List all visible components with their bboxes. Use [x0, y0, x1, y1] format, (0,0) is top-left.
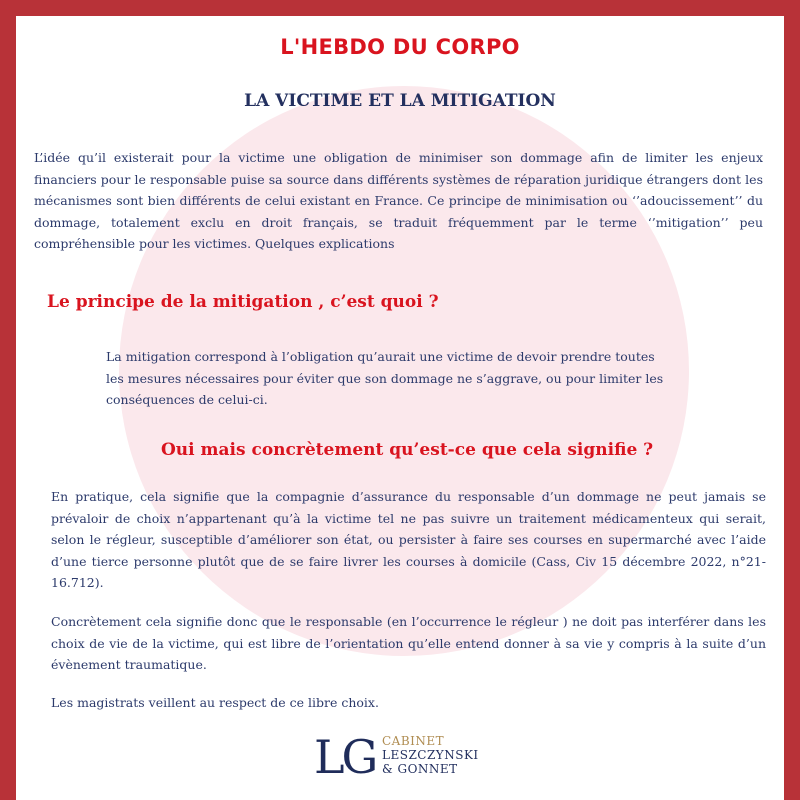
cabinet-logo: [314, 730, 504, 788]
logo-monogram: LG: [314, 730, 376, 784]
intro-paragraph: L’idée qu’il existerait pour la victime une obligation de minimiser son dommage afin de limiter les enjeux financiers pour le responsable puise sa source dans différents systèmes de réparation juridique étrangers dont les mécanismes sont bien différents de celui existant en France. Ce principe de minimisation ou ‘’adoucissement’’ du dommage, totalement exclu en droit français, se traduit fréquemment par le terme ‘’mitigation’’ peu compréhensible pour les victimes. Quelques explications: [34, 150, 763, 251]
concrete-paragraph-2: Concrètement cela signifie donc que le responsable (en l’occurrence le régleur ) ne doit pas interférer dans les choix de vie de la victime, qui est libre de l’orientation qu’elle entend donner à sa vie y compris à la suite d’un évènement traumatique.: [51, 614, 766, 672]
logo-line-gonnet: & GONNET: [382, 762, 458, 776]
logo-line-cabinet: CABINET: [382, 734, 445, 748]
principle-paragraph: La mitigation correspond à l’obligation qu’aurait une victime de devoir prendre toutes les mesures nécessaires pour éviter que son dommage ne s’aggrave, ou pour limiter les conséquences de celui-ci.: [106, 349, 664, 407]
main-title: L'HEBDO DU CORPO: [280, 35, 520, 59]
logo-wordmark: [382, 734, 479, 776]
logo-line-leszczynski: LESZCZYNSKI: [382, 748, 479, 762]
document-card: [16, 16, 784, 800]
section-heading-concrete: Oui mais concrètement qu’est-ce que cela signifie ?: [161, 440, 654, 460]
section-heading-principle: Le principe de la mitigation , c’est quoi ?: [47, 292, 439, 312]
article-title: LA VICTIME ET LA MITIGATION: [244, 91, 556, 111]
concrete-paragraph-3: Les magistrats veillent au respect de ce libre choix.: [51, 695, 379, 710]
concrete-paragraph-1: En pratique, cela signifie que la compagnie d’assurance du responsable d’un dommage ne peut jamais se prévaloir de choix n’appartenant qu’à la victime tel ne pas suivre un traitement médicamenteux qui serait, selon le régleur, susceptible d’améliorer son état, ou persister à faire ses courses en supermarché avec l’aide d’une tierce personne plutôt que de se faire livrer les courses à domicile (Cass, Civ 15 décembre 2022, n°21-16.712).: [51, 489, 766, 590]
